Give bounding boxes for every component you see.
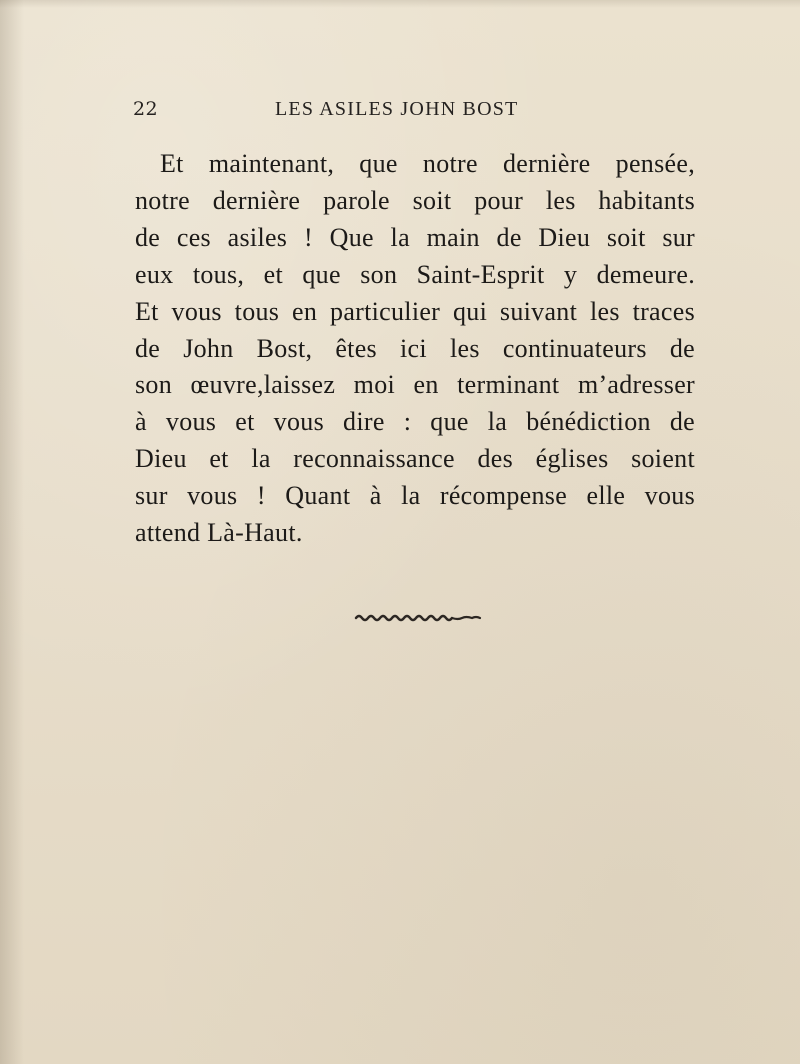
text-line: eux tous, et que son Saint-Esprit y demeure. bbox=[135, 259, 695, 289]
body-paragraph bbox=[135, 146, 705, 552]
text-line: attend Là-Haut. bbox=[135, 518, 303, 548]
page-number: 22 bbox=[133, 98, 158, 120]
text-line: Et maintenant, que notre dernière pensée, bbox=[160, 149, 695, 178]
running-head: LES ASILES JOHN BOST bbox=[275, 98, 519, 120]
wavy-line-ornament-icon bbox=[354, 612, 484, 624]
text-line: de John Bost, êtes ici les continuateurs de bbox=[135, 333, 695, 363]
text-line: Et vous tous en particulier qui suivant les traces bbox=[135, 296, 695, 326]
page-header bbox=[133, 98, 693, 126]
page-gutter-shadow bbox=[0, 0, 24, 1064]
text-line: son œuvre,laissez moi en terminant m’adresser bbox=[135, 370, 695, 400]
text-line: Dieu et la reconnaissance des églises soient bbox=[135, 444, 695, 474]
text-line: notre dernière parole soit pour les habitants bbox=[135, 185, 695, 215]
page-top-edge bbox=[0, 0, 800, 8]
text-line: sur vous ! Quant à la récompense elle vous bbox=[135, 481, 695, 511]
text-line: de ces asiles ! Que la main de Dieu soit sur bbox=[135, 222, 695, 252]
text-line: à vous et vous dire : que la bénédiction de bbox=[135, 407, 695, 437]
